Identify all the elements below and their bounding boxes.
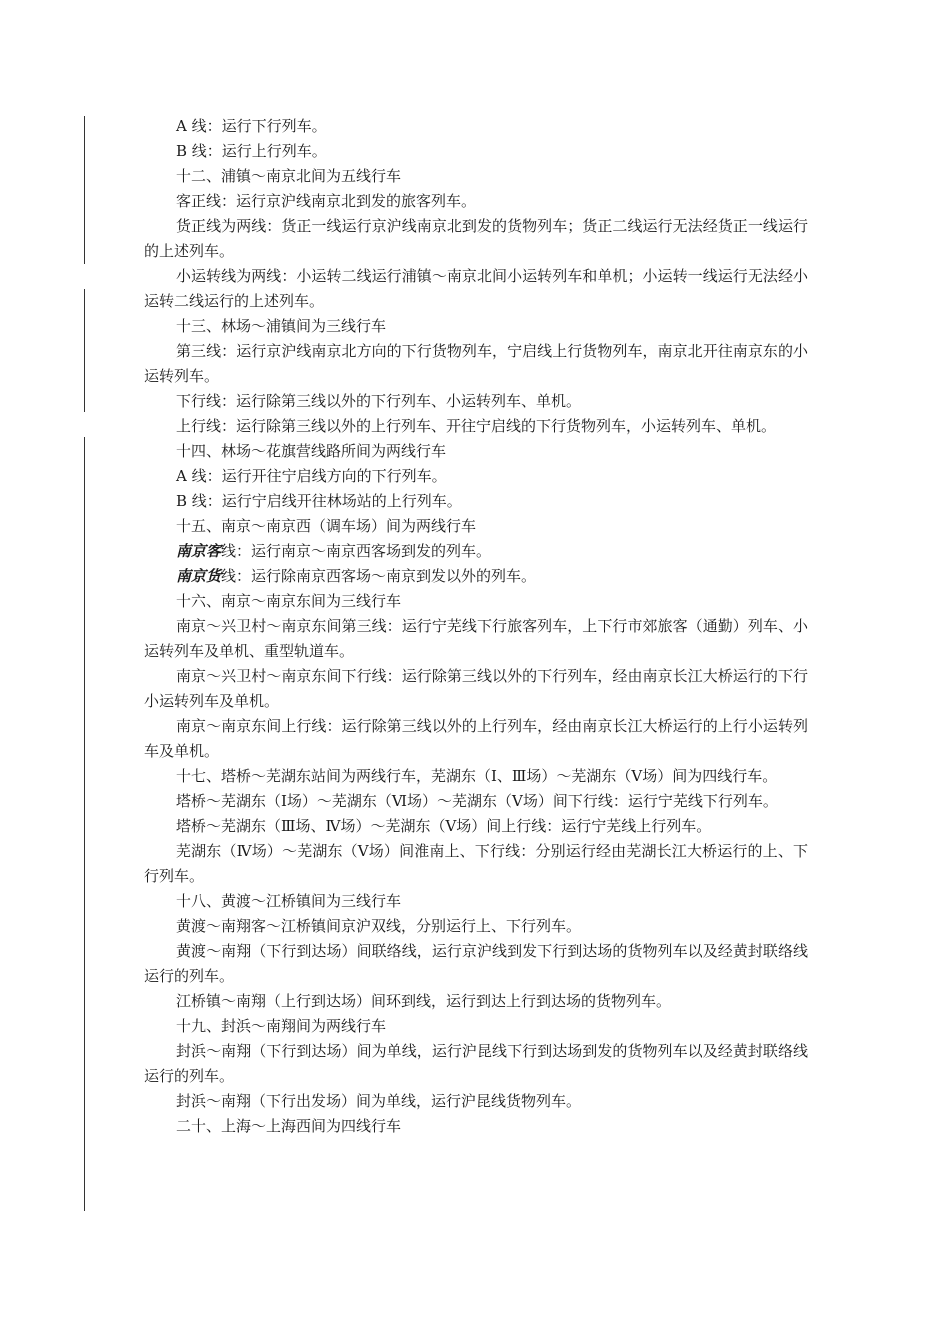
paragraph: 江桥镇～南翔（上行到达场）间环到线，运行到达上行到达场的货物列车。: [176, 992, 672, 1010]
section-heading: 十四、林场～花旗营线路所间为两线行车: [176, 442, 447, 460]
revision-bar: [84, 116, 85, 264]
paragraph: 下行线：运行除第三线以外的下行列车、小运转列车、单机。: [176, 392, 582, 410]
section-heading: 十二、浦镇～南京北间为五线行车: [176, 167, 402, 185]
bold-italic-term: 南京货: [176, 567, 222, 585]
paragraph: [144, 539, 808, 564]
paragraph: 南京～兴卫村～南京东间下行线：运行除第三线以外的下行列车，经由南京长江大桥运行的下行小运转列车及单机。: [144, 667, 808, 710]
paragraph: 黄渡～南翔客～江桥镇间京沪双线，分别运行上、下行列车。: [176, 917, 582, 935]
bold-italic-term: 南京客: [176, 542, 222, 560]
paragraph: 小运转线为两线：小运转二线运行浦镇～南京北间小运转列车和单机；小运转一线运行无法经小运转二线运行的上述列车。: [144, 267, 808, 310]
paragraph: 客正线：运行京沪线南京北到发的旅客列车。: [176, 192, 477, 210]
revision-bar: [84, 289, 85, 412]
paragraph: B 线：运行上行列车。: [176, 142, 327, 160]
paragraph: 南京～兴卫村～南京东间第三线：运行宁芜线下行旅客列车，上下行市郊旅客（通勤）列车、小运转列车及单机、重型轨道车。: [144, 617, 808, 660]
paragraph: 封浜～南翔（下行出发场）间为单线，运行沪昆线货物列车。: [176, 1092, 582, 1110]
paragraph: B 线：运行宁启线开往林场站的上行列车。: [176, 492, 462, 510]
paragraph: [144, 564, 808, 589]
paragraph: 黄渡～南翔（下行到达场）间联络线，运行京沪线到发下行到达场的货物列车以及经黄封联络线运行的列车。: [144, 942, 808, 985]
document-body: [144, 114, 808, 1139]
paragraph: 上行线：运行除第三线以外的上行列车、开往宁启线的下行货物列车，小运转列车、单机。: [176, 417, 777, 435]
paragraph: A 线：运行下行列车。: [176, 117, 327, 135]
paragraph: 封浜～南翔（下行到达场）间为单线，运行沪昆线下行到达场到发的货物列车以及经黄封联络线运行的列车。: [144, 1042, 808, 1085]
paragraph: 塔桥～芜湖东（Ⅲ场、Ⅳ场）～芜湖东（Ⅴ场）间上行线：运行宁芜线上行列车。: [176, 817, 712, 835]
section-heading: 十七、塔桥～芜湖东站间为两线行车，芜湖东（Ⅰ、Ⅲ场）～芜湖东（Ⅴ场）间为四线行车。: [176, 767, 778, 785]
paragraph: 芜湖东（Ⅳ场）～芜湖东（Ⅴ场）间淮南上、下行线：分别运行经由芜湖长江大桥运行的上、下行列车。: [144, 842, 808, 885]
section-heading: 十三、林场～浦镇间为三线行车: [176, 317, 387, 335]
section-heading: 二十、上海～上海西间为四线行车: [176, 1117, 402, 1135]
paragraph: 货正线为两线：货正一线运行京沪线南京北到发的货物列车；货正二线运行无法经货正一线运行的上述列车。: [144, 217, 808, 260]
paragraph-text: 线：运行除南京西客场～南京到发以外的列车。: [221, 567, 537, 585]
paragraph: 塔桥～芜湖东（Ⅰ场）～芜湖东（Ⅵ场）～芜湖东（Ⅴ场）间下行线：运行宁芜线下行列车。: [176, 792, 778, 810]
paragraph: A 线：运行开往宁启线方向的下行列车。: [176, 467, 447, 485]
paragraph: 第三线：运行京沪线南京北方向的下行货物列车，宁启线上行货物列车，南京北开往南京东的小运转列车。: [144, 342, 808, 385]
revision-bar: [84, 437, 85, 1211]
section-heading: 十九、封浜～南翔间为两线行车: [176, 1017, 387, 1035]
section-heading: 十六、南京～南京东间为三线行车: [176, 592, 402, 610]
section-heading: 十五、南京～南京西（调车场）间为两线行车: [176, 517, 477, 535]
section-heading: 十八、黄渡～江桥镇间为三线行车: [176, 892, 402, 910]
paragraph: 南京～南京东间上行线：运行除第三线以外的上行列车，经由南京长江大桥运行的上行小运转列车及单机。: [144, 717, 808, 760]
paragraph-text: 线：运行南京～南京西客场到发的列车。: [221, 542, 492, 560]
